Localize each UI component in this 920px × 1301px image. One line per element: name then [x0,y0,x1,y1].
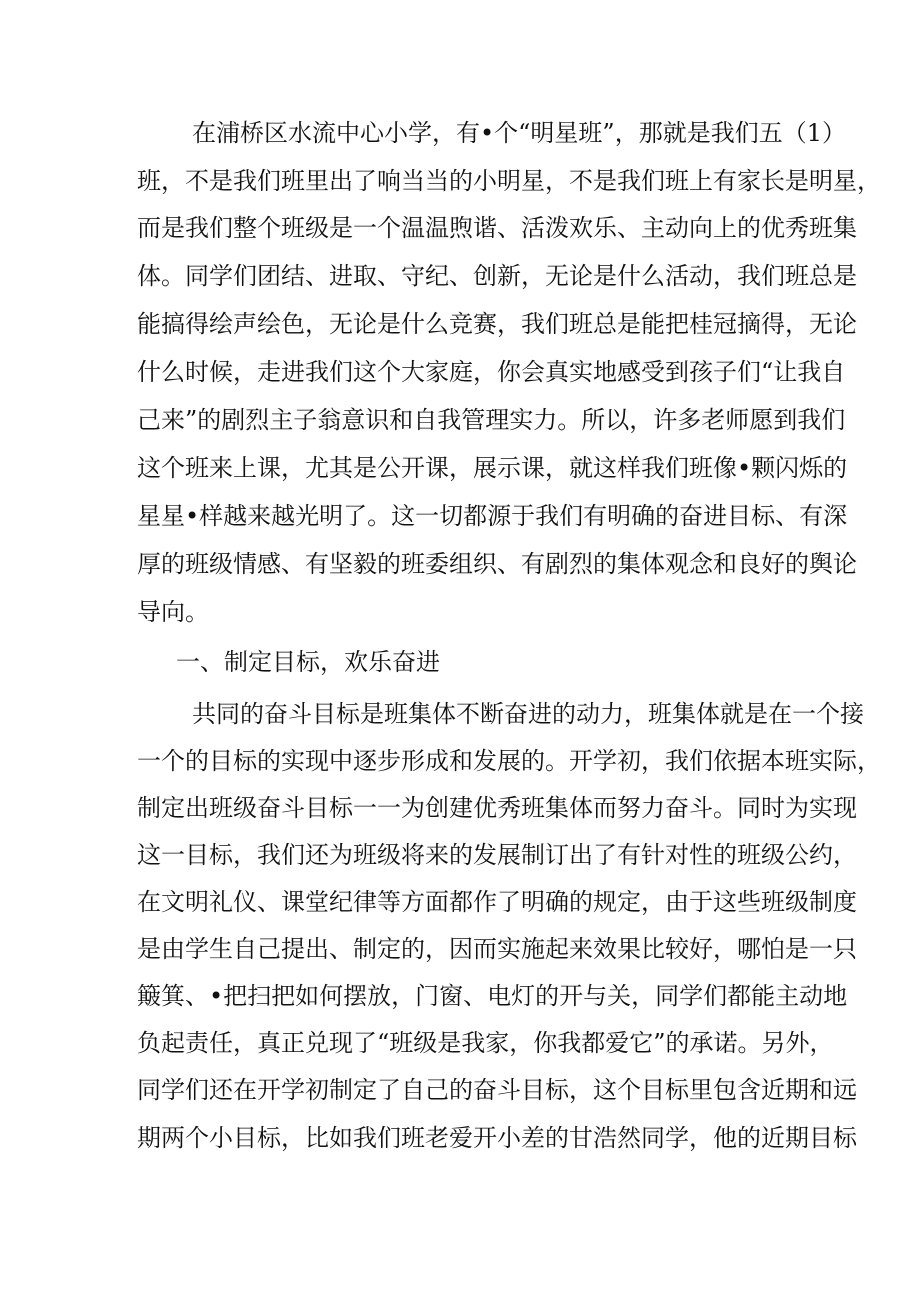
paragraph-1-line-6: 什么时候，走进我们这个大家庭，你会真实地感受到孩子们“让我自 [137,358,846,386]
paragraph-2-line-2: 一个的目标的实现中逐步形成和发展的。开学初，我们依据本班实际， [137,747,881,775]
paragraph-1-line-9: 星星•样越来越光明了。这一切都源于我们有明确的奋进目标、有深 [137,502,848,530]
paragraph-1-line-4: 体。同学们团结、进取、守纪、创新，无论是什么活动，我们班总是 [137,262,857,290]
paragraph-1-line-1: 在浦桥区水流中心小学，有•个“明星班”，那就是我们五（1） [192,119,846,147]
paragraph-1-line-7: 己来”的剧烈主子翁意识和自我管理实力。所以，许多老师愿到我们 [137,406,846,434]
paragraph-2-line-3: 制定出班级奋斗目标一一为创建优秀班集体而努力奋斗。同时为实现 [137,794,857,822]
paragraph-2-line-5: 在文明礼仪、课堂纪律等方面都作了明确的规定，由于这些班级制度 [137,888,857,916]
paragraph-1-line-5: 能搞得绘声绘色，无论是什么竞赛，我们班总是能把桂冠摘得，无论 [137,310,857,338]
paragraph-2-line-1: 共同的奋斗目标是班集体不断奋进的动力，班集体就是在一个接 [192,700,864,728]
paragraph-1-line-11: 导向。 [137,598,209,626]
paragraph-2-line-6: 是由学生自己提出、制定的，因而实施起来效果比较好，哪怕是一只 [137,935,857,963]
paragraph-2-line-9: 同学们还在开学初制定了自己的奋斗目标，这个目标里包含近期和远 [137,1076,857,1104]
paragraph-1-line-8: 这个班来上课，尤其是公开课，展示课，就这样我们班像•颗闪烁的 [137,454,848,482]
paragraph-2-line-8: 负起责任，真正兑现了“班级是我家，你我都爱它”的承诺。另外， [137,1029,834,1057]
paragraph-2-line-4: 这一目标，我们还为班级将来的发展制订出了有针对性的班级公约， [137,841,857,869]
section-heading-1: 一、制定目标，欢乐奋进 [176,648,440,676]
paragraph-1-line-3: 而是我们整个班级是一个温温煦谐、活泼欢乐、主动向上的优秀班集 [137,214,857,242]
paragraph-1-line-2: 班，不是我们班里出了响当当的小明星，不是我们班上有家长是明星， [137,167,881,195]
paragraph-2-line-10: 期两个小目标，比如我们班老爱开小差的甘浩然同学，他的近期目标 [137,1124,857,1152]
paragraph-1-line-10: 厚的班级情感、有坚毅的班委组织、有剧烈的集体观念和良好的舆论 [137,550,857,578]
paragraph-2-line-7: 簸箕、•把扫把如何摆放，门窗、电灯的开与关，同学们都能主动地 [137,982,848,1010]
